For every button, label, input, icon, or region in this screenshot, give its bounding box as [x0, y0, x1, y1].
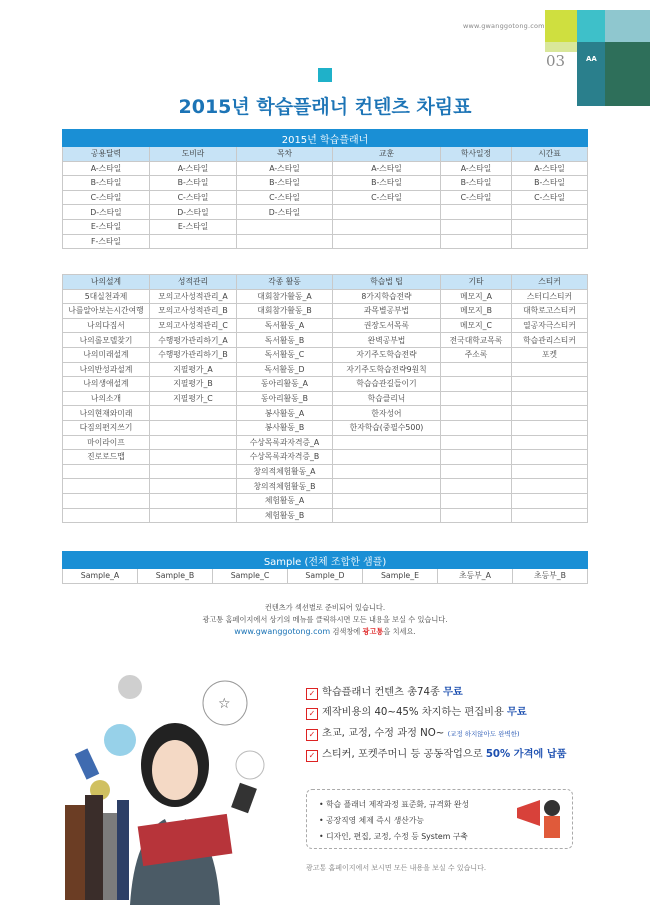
notice-line-2: 광고통 홈페이지에서 상기의 메뉴를 클릭하시면 모든 내용을 보실 수 있습니다.: [202, 615, 448, 624]
sample-item: Sample_E: [363, 569, 438, 584]
info-line: • 공장직영 체제 즉시 생산가능: [319, 816, 424, 825]
table-cell: C-스타일: [333, 190, 441, 205]
table-cell: 모의고사성적관리_A: [150, 289, 237, 304]
table-cell: 수행평가관리하기_B: [150, 347, 237, 362]
table-cell: 독서활동_A: [237, 318, 333, 333]
table-cell: [441, 234, 512, 249]
table-cell: 진로로드맵: [63, 450, 150, 465]
table-cell: [333, 479, 441, 494]
table-cell: A-스타일: [512, 161, 588, 176]
column-header: 목차: [237, 147, 333, 162]
table-row: [63, 318, 588, 333]
table-cell: [512, 406, 588, 421]
table-cell: C-스타일: [512, 190, 588, 205]
table-row: [63, 161, 588, 176]
table-cell: 봉사활동_B: [237, 420, 333, 435]
column-header: 스티커: [512, 275, 588, 290]
table-row: [63, 362, 588, 377]
site-link[interactable]: www.gwanggotong.com: [234, 627, 331, 636]
table-cell: 전국대학교목록: [441, 333, 512, 348]
table-cell: [63, 464, 150, 479]
column-header: 교훈: [333, 147, 441, 162]
table-cell: 체험활동_A: [237, 493, 333, 508]
table-cell: 창의적체험활동_B: [237, 479, 333, 494]
table-cell: [150, 493, 237, 508]
table-row: [63, 304, 588, 319]
svg-text:☆: ☆: [218, 696, 231, 712]
table-cell: D-스타일: [237, 205, 333, 220]
check-icon: ✓: [306, 708, 318, 720]
sample-item: Sample_B: [138, 569, 213, 584]
column-header: 학습법 팁: [333, 275, 441, 290]
table-cell: 메모지_B: [441, 304, 512, 319]
table-cell: 수상목록과자격증_A: [237, 435, 333, 450]
table-cell: 과목별공부법: [333, 304, 441, 319]
column-header: 나의설계: [63, 275, 150, 290]
decor-block: [577, 10, 605, 42]
table-cell: 한자학습(중필수500): [333, 420, 441, 435]
table-cell: B-스타일: [512, 176, 588, 191]
planner-caption: 2015년 학습플래너: [63, 130, 588, 147]
decor-block: [605, 10, 650, 42]
sample-table: [62, 551, 588, 584]
table-cell: 나의소개: [63, 391, 150, 406]
table-cell: [150, 479, 237, 494]
table-cell: 지필평가_A: [150, 362, 237, 377]
table-cell: 대회참가활동_B: [237, 304, 333, 319]
notice-end: 을 치세요.: [383, 627, 416, 636]
brand-name: 광고통: [362, 627, 384, 636]
table-cell: [441, 362, 512, 377]
table-cell: 나의롤모델찾기: [63, 333, 150, 348]
table-cell: 독서활동_C: [237, 347, 333, 362]
table-cell: [333, 435, 441, 450]
table-cell: 나를알아보는시간여행: [63, 304, 150, 319]
table-cell: 독서활동_B: [237, 333, 333, 348]
sample-item: 초등부_B: [513, 569, 588, 584]
table-cell: 마이라이프: [63, 435, 150, 450]
table-cell: 독서활동_D: [237, 362, 333, 377]
table-cell: [333, 464, 441, 479]
column-header: 공용달력: [63, 147, 150, 162]
table-cell: [63, 493, 150, 508]
table-cell: 5대실천과제: [63, 289, 150, 304]
table-cell: 주소록: [441, 347, 512, 362]
table-row: [63, 435, 588, 450]
megaphone-icon: [512, 796, 567, 844]
table-cell: 나의생애설계: [63, 377, 150, 392]
table-cell: [63, 479, 150, 494]
table-cell: [512, 219, 588, 234]
table-cell: [63, 508, 150, 523]
feature-bullet: ✓ 초교, 교정, 수정 과정 NO~ (교정 하지않아도 완벽한): [306, 724, 520, 741]
table-cell: [512, 234, 588, 249]
table-cell: D-스타일: [63, 205, 150, 220]
table-cell: [150, 508, 237, 523]
column-header: 도비라: [150, 147, 237, 162]
notice-line-1: 컨텐츠가 섹션별로 준비되어 있습니다.: [264, 603, 386, 612]
table-row: [63, 479, 588, 494]
check-icon: ✓: [306, 729, 318, 741]
column-header: 시간표: [512, 147, 588, 162]
table-cell: [333, 508, 441, 523]
decor-block: [545, 10, 577, 42]
table-cell: 권장도서목록: [333, 318, 441, 333]
table-row: [63, 377, 588, 392]
table-cell: A-스타일: [150, 161, 237, 176]
table-cell: 나의반성과설계: [63, 362, 150, 377]
table-cell: [237, 219, 333, 234]
table-cell: 동아리활동_A: [237, 377, 333, 392]
table-cell: [333, 234, 441, 249]
table-cell: [333, 205, 441, 220]
table-cell: A-스타일: [441, 161, 512, 176]
table-cell: C-스타일: [237, 190, 333, 205]
table-row: [63, 190, 588, 205]
sample-caption: Sample (전체 조합한 샘플): [63, 552, 588, 569]
table-cell: [150, 450, 237, 465]
table-cell: [512, 508, 588, 523]
table-cell: 메모지_C: [441, 318, 512, 333]
footer-note: 광고통 홈페이지에서 보시면 모든 내용을 보실 수 있습니다.: [306, 864, 487, 872]
table-row: [63, 176, 588, 191]
column-header: 각종 활동: [237, 275, 333, 290]
table-cell: 수행평가관리하기_A: [150, 333, 237, 348]
table-cell: [441, 406, 512, 421]
table-cell: 8가지학습전략: [333, 289, 441, 304]
info-box: [306, 789, 573, 849]
table-cell: [441, 479, 512, 494]
table-cell: [333, 450, 441, 465]
notice-line-3: [0, 627, 650, 637]
table-cell: A-스타일: [237, 161, 333, 176]
table-cell: [441, 493, 512, 508]
feature-bullet: ✓ 스티커, 포켓주머니 등 공동작업으로 50% 가격에 납품: [306, 745, 567, 762]
table-cell: [441, 420, 512, 435]
info-line: • 학습 플래너 제작과정 표준화, 규격화 완성: [319, 800, 469, 809]
table-cell: F-스타일: [63, 234, 150, 249]
notice-mid: 검색창에: [330, 627, 363, 636]
table-cell: [512, 479, 588, 494]
table-cell: [441, 435, 512, 450]
sample-item: Sample_C: [213, 569, 288, 584]
table-cell: [512, 420, 588, 435]
table-cell: [441, 391, 512, 406]
page-title: 2015년 학습플래너 컨텐츠 차림표: [178, 96, 472, 118]
table-cell: 학습관리스티커: [512, 333, 588, 348]
feature-bullet: ✓ 제작비용의 40~45% 차지하는 편집비용 무료: [306, 703, 527, 720]
table-cell: 나의다짐서: [63, 318, 150, 333]
table-cell: [441, 508, 512, 523]
table-cell: [512, 362, 588, 377]
table-cell: C-스타일: [441, 190, 512, 205]
table-cell: B-스타일: [441, 176, 512, 191]
table-row: [63, 508, 588, 523]
table-row: [63, 391, 588, 406]
table-cell: [512, 464, 588, 479]
table-cell: C-스타일: [63, 190, 150, 205]
table-row: [63, 347, 588, 362]
column-header: 성적관리: [150, 275, 237, 290]
table-cell: 대회참가활동_A: [237, 289, 333, 304]
table-cell: [441, 377, 512, 392]
sample-item: Sample_D: [288, 569, 363, 584]
table-cell: 포켓: [512, 347, 588, 362]
table-row: [63, 333, 588, 348]
table-row: [63, 205, 588, 220]
table-cell: 학습습관길들이기: [333, 377, 441, 392]
table-cell: 지필평가_B: [150, 377, 237, 392]
table-cell: [150, 464, 237, 479]
table-cell: B-스타일: [333, 176, 441, 191]
sample-item: Sample_A: [63, 569, 138, 584]
table-cell: [333, 219, 441, 234]
table-row: [63, 450, 588, 465]
table-row: [63, 406, 588, 421]
planner-body: [63, 161, 588, 249]
table-cell: [333, 493, 441, 508]
site-url: www.gwanggotong.com: [463, 22, 545, 30]
table-cell: [512, 450, 588, 465]
table-row: [63, 420, 588, 435]
table-row: [63, 289, 588, 304]
sample-item: 초등부_A: [438, 569, 513, 584]
table-cell: [512, 377, 588, 392]
table-cell: [441, 464, 512, 479]
table-cell: 열공자극스티커: [512, 318, 588, 333]
table-cell: 모의고사성적관리_C: [150, 318, 237, 333]
table-cell: E-스타일: [63, 219, 150, 234]
table-cell: [150, 234, 237, 249]
check-icon: ✓: [306, 750, 318, 762]
table-cell: [512, 435, 588, 450]
table-cell: 학습클리닉: [333, 391, 441, 406]
table-cell: B-스타일: [237, 176, 333, 191]
table-cell: 지필평가_C: [150, 391, 237, 406]
column-header: 학사일정: [441, 147, 512, 162]
contents-body: [63, 289, 588, 523]
table-cell: 한자성어: [333, 406, 441, 421]
table-cell: [512, 205, 588, 220]
check-icon: ✓: [306, 688, 318, 700]
table-cell: 나의현재와미래: [63, 406, 150, 421]
table-cell: 대학로고스티커: [512, 304, 588, 319]
feature-bullet: ✓ 학습플래너 컨텐츠 총74종 무료: [306, 683, 463, 700]
contents-table: [62, 274, 588, 523]
table-cell: 모의고사성적관리_B: [150, 304, 237, 319]
table-cell: 나의미래설계: [63, 347, 150, 362]
table-cell: 메모지_A: [441, 289, 512, 304]
info-line: • 디자인, 편집, 교정, 수정 등 System 구축: [319, 832, 468, 841]
table-cell: 완벽공부법: [333, 333, 441, 348]
table-row: [63, 234, 588, 249]
table-row: [63, 219, 588, 234]
title-square-icon: [318, 68, 332, 82]
table-cell: [512, 493, 588, 508]
table-cell: [512, 391, 588, 406]
table-cell: 동아리활동_B: [237, 391, 333, 406]
table-cell: C-스타일: [150, 190, 237, 205]
table-cell: 체험활동_B: [237, 508, 333, 523]
brand-logo: AA: [586, 55, 597, 63]
table-cell: [150, 420, 237, 435]
table-cell: 창의적체험활동_A: [237, 464, 333, 479]
table-cell: [237, 234, 333, 249]
table-cell: 다짐의편지쓰기: [63, 420, 150, 435]
table-cell: B-스타일: [63, 176, 150, 191]
page-number: 03: [546, 52, 566, 70]
table-row: [63, 464, 588, 479]
table-cell: [150, 406, 237, 421]
table-cell: D-스타일: [150, 205, 237, 220]
table-cell: A-스타일: [333, 161, 441, 176]
table-cell: [441, 450, 512, 465]
table-cell: 봉사활동_A: [237, 406, 333, 421]
decor-block: [545, 42, 577, 52]
student-illustration: [60, 655, 290, 905]
planner-table: [62, 129, 588, 249]
table-cell: 자기주도학습전략9원칙: [333, 362, 441, 377]
table-cell: B-스타일: [150, 176, 237, 191]
table-cell: [441, 219, 512, 234]
table-cell: 자기주도학습전략: [333, 347, 441, 362]
table-cell: [441, 205, 512, 220]
table-cell: E-스타일: [150, 219, 237, 234]
table-cell: 스터디스티커: [512, 289, 588, 304]
table-cell: 수상목록과자격증_B: [237, 450, 333, 465]
table-cell: [150, 435, 237, 450]
column-header: 기타: [441, 275, 512, 290]
table-cell: A-스타일: [63, 161, 150, 176]
table-row: [63, 493, 588, 508]
